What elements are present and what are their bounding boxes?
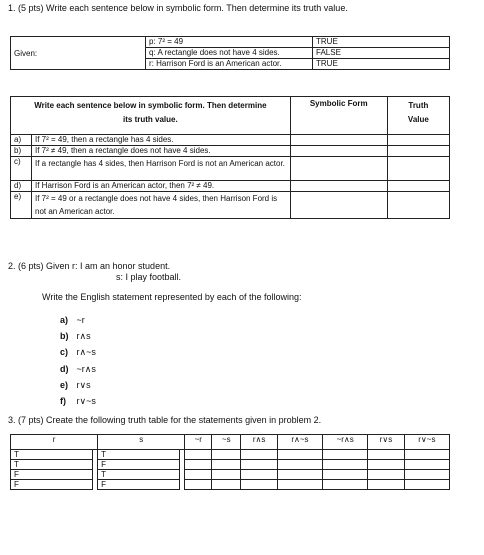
truth-table-cell-s: T: [98, 450, 180, 460]
truth-table-row: [11, 450, 450, 460]
given-table: [10, 36, 450, 70]
item-letter: d): [11, 181, 32, 192]
given-statement-q: q: A rectangle does not have 4 sides.: [146, 48, 313, 59]
symbolic-answer-cell[interactable]: [290, 181, 387, 192]
truth-table-answer-cell[interactable]: [404, 450, 449, 460]
expression-item: b) r∧s: [60, 331, 91, 342]
truth-table-answer-cell[interactable]: [368, 450, 404, 460]
truth-table-cell-s: F: [98, 480, 180, 490]
expression-item: f) r∨~s: [60, 396, 96, 407]
problem2-instruction: Write the English statement represented by each of the following:: [42, 292, 302, 302]
truth-table-answer-cell[interactable]: [404, 460, 449, 470]
truth-answer-cell[interactable]: [387, 192, 449, 219]
truth-table-answer-cell[interactable]: [241, 450, 277, 460]
truth-table-answer-cell[interactable]: [212, 470, 241, 480]
truth-table-header-r-and-s: r∧s: [241, 435, 277, 450]
truth-table-answer-cell[interactable]: [185, 470, 212, 480]
truth-table-header-not-r: ~r: [185, 435, 212, 450]
header-symbolic-form: Symbolic Form: [290, 97, 387, 135]
truth-table-answer-cell[interactable]: [277, 470, 322, 480]
problem1-heading: 1. (5 pts) Write each sentence below in symbolic form. Then determine its truth value.: [8, 3, 348, 13]
truth-table-answer-cell[interactable]: [212, 450, 241, 460]
truth-table-header-not-s: ~s: [212, 435, 241, 450]
item-letter: e): [11, 192, 32, 219]
truth-table-answer-cell[interactable]: [241, 460, 277, 470]
truth-table-answer-cell[interactable]: [323, 480, 368, 490]
truth-table-cell-r: F: [11, 480, 93, 490]
truth-table-header-r: r: [11, 435, 98, 450]
truth-table-answer-cell[interactable]: [323, 460, 368, 470]
truth-table-answer-cell[interactable]: [404, 480, 449, 490]
truth-answer-cell[interactable]: [387, 135, 449, 146]
symbolic-answer-cell[interactable]: [290, 157, 387, 181]
item-sentence: If a rectangle has 4 sides, then Harrison Ford is not an American actor.: [32, 157, 291, 181]
truth-answer-cell[interactable]: [387, 157, 449, 181]
symbolic-answer-cell[interactable]: [290, 146, 387, 157]
symbolic-form-table: [10, 96, 450, 219]
given-value-p: TRUE: [313, 37, 450, 48]
truth-table-answer-cell[interactable]: [277, 460, 322, 470]
truth-table-row: [11, 470, 450, 480]
expression-item: a) ~r: [60, 315, 85, 325]
item-sentence: If 7² = 49, then a rectangle has 4 sides.: [32, 135, 291, 146]
truth-answer-cell[interactable]: [387, 146, 449, 157]
given-statement-p: p: 7² = 49: [146, 37, 313, 48]
truth-table-answer-cell[interactable]: [212, 480, 241, 490]
truth-table: [10, 434, 450, 490]
truth-table-answer-cell[interactable]: [212, 460, 241, 470]
truth-table-row: [11, 480, 450, 490]
problem3-heading: 3. (7 pts) Create the following truth table for the statements given in problem 2.: [8, 415, 322, 425]
truth-table-cell-r: T: [11, 460, 93, 470]
truth-table-header-r-or-not-s: r∨~s: [404, 435, 449, 450]
symbolic-answer-cell[interactable]: [290, 135, 387, 146]
given-value-r: TRUE: [313, 59, 450, 70]
header-truth-value: Truth Value: [387, 97, 449, 135]
problem2-given-s: s: I play football.: [116, 272, 182, 282]
truth-table-answer-cell[interactable]: [277, 450, 322, 460]
truth-table-answer-cell[interactable]: [404, 470, 449, 480]
truth-table-row: [11, 460, 450, 470]
truth-table-header-r-or-s: r∨s: [368, 435, 404, 450]
symbolic-answer-cell[interactable]: [290, 192, 387, 219]
item-sentence: If Harrison Ford is an American actor, then 7² ≠ 49.: [32, 181, 291, 192]
item-sentence: If 7² ≠ 49, then a rectangle does not have 4 sides.: [32, 146, 291, 157]
given-value-q: FALSE: [313, 48, 450, 59]
truth-table-answer-cell[interactable]: [323, 450, 368, 460]
header-sentence: Write each sentence below in symbolic form. Then determine its truth value.: [11, 97, 291, 135]
truth-table-answer-cell[interactable]: [323, 470, 368, 480]
item-sentence: If 7² = 49 or a rectangle does not have 4 sides, then Harrison Ford is not an American actor.: [32, 192, 291, 219]
expression-item: c) r∧~s: [60, 347, 96, 358]
truth-table-answer-cell[interactable]: [241, 470, 277, 480]
problem2-heading: 2. (6 pts) Given r: I am an honor student.: [8, 261, 171, 271]
expression-item: e) r∨s: [60, 379, 91, 390]
truth-table-answer-cell[interactable]: [277, 480, 322, 490]
given-label: Given:: [11, 37, 146, 70]
truth-table-header-r-and-not-s: r∧~s: [277, 435, 322, 450]
truth-table-answer-cell[interactable]: [185, 460, 212, 470]
truth-table-answer-cell[interactable]: [368, 470, 404, 480]
item-letter: b): [11, 146, 32, 157]
truth-table-answer-cell[interactable]: [185, 480, 212, 490]
item-letter: a): [11, 135, 32, 146]
truth-table-header-not-r-and-s: ~r∧s: [323, 435, 368, 450]
truth-table-cell-s: T: [98, 470, 180, 480]
truth-table-cell-s: F: [98, 460, 180, 470]
item-letter: c): [11, 157, 32, 181]
truth-table-header-s: s: [98, 435, 185, 450]
truth-table-cell-r: F: [11, 470, 93, 480]
given-statement-r: r: Harrison Ford is an American actor.: [146, 59, 313, 70]
truth-table-answer-cell[interactable]: [368, 460, 404, 470]
truth-table-cell-r: T: [11, 450, 93, 460]
expression-item: d) ~r∧s: [60, 363, 96, 374]
truth-table-answer-cell[interactable]: [185, 450, 212, 460]
truth-table-answer-cell[interactable]: [368, 480, 404, 490]
truth-table-answer-cell[interactable]: [241, 480, 277, 490]
truth-answer-cell[interactable]: [387, 181, 449, 192]
problem2-expression-list: [60, 312, 96, 409]
